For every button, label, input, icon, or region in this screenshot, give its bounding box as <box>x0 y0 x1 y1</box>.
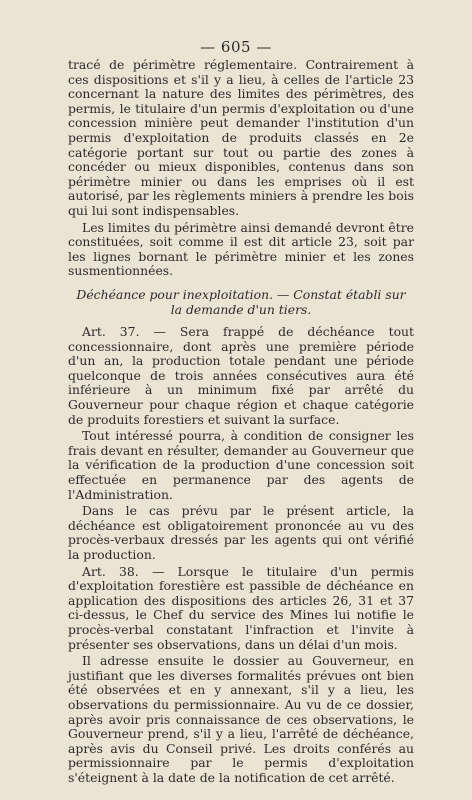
article-38-paragraph: Art. 38. — Lorsque le titulaire d'un permis d'exploitation forestière est passible de déchéance en application des dispositions des articles 26, 31 et 37 ci-dessus, le Chef du service des Mines lui notifie le procès-verbal constatant l'infraction et l'invite à présenter ses observations, dans un délai d'un mois. <box>68 563 414 652</box>
page-body <box>68 58 414 786</box>
section-heading <box>68 288 414 317</box>
section-heading-line: Déchéance pour inexploitation. — Constat établi sur <box>76 286 406 302</box>
section-heading-line: la demande d'un tiers. <box>170 301 312 317</box>
article-37-paragraph: Art. 37. — Sera frappé de déchéance tout concessionnaire, dont après une première période d'un an, la production totale pendant une période quelconque de trois années consécutives aura été inférieure à un minimum fixé par arrêté du Gouverneur pour chaque région et chaque catégorie de produits forestiers et suivant la surface. <box>68 324 414 427</box>
paragraph: Tout intéressé pourra, à condition de consigner les frais devant en résulter, demander au Gouverneur que la vérification de la production d'une concession soit effectuée en permanence par des agents de l'Administration. <box>68 428 414 502</box>
paragraph: Il adresse ensuite le dossier au Gouverneur, en justifiant que les diverses formalités prévues ont bien été observées et en y annexant, s'il y a lieu, les observations du permissionnaire. Au vu de ce dossier, après avoir pris connaissance de ces observations, le Gouverneur prend, s'il y a lieu, l'arrêté de déchéance, après avis du Conseil privé. Les droits conférés au permissionnaire par le permis d'exploitation s'éteignent à la date de la notification de cet arrêté. <box>68 653 414 785</box>
paragraph: Dans le cas prévu par le présent article, la déchéance est obligatoirement prononcée au vu des procès-verbaux dressés par les agents qui ont vérifié la production. <box>68 503 414 562</box>
paragraph: tracé de périmètre réglementaire. Contrairement à ces dispositions et s'il y a lieu, à celles de l'article 23 concernant la nature des limites des périmètres, des permis, le titulaire d'un permis d'exploitation ou d'une concession minière peut demander l'institution d'un permis d'exploitation de produits classés en 2e catégorie portant sur tout ou partie des zones à concéder ou mieux disponibles, contenus dans son périmètre minier ou dans les emprises où il est autorisé, par les règlements miniers à prendre les bois qui lui sont indispensables. <box>68 57 414 218</box>
paragraph: Les limites du périmètre ainsi demandé devront être constituées, soit comme il est dit article 23, soit par les lignes bornant le périmètre minier et les zones susmentionnées. <box>68 219 414 279</box>
page-number: — 605 — <box>200 38 272 56</box>
